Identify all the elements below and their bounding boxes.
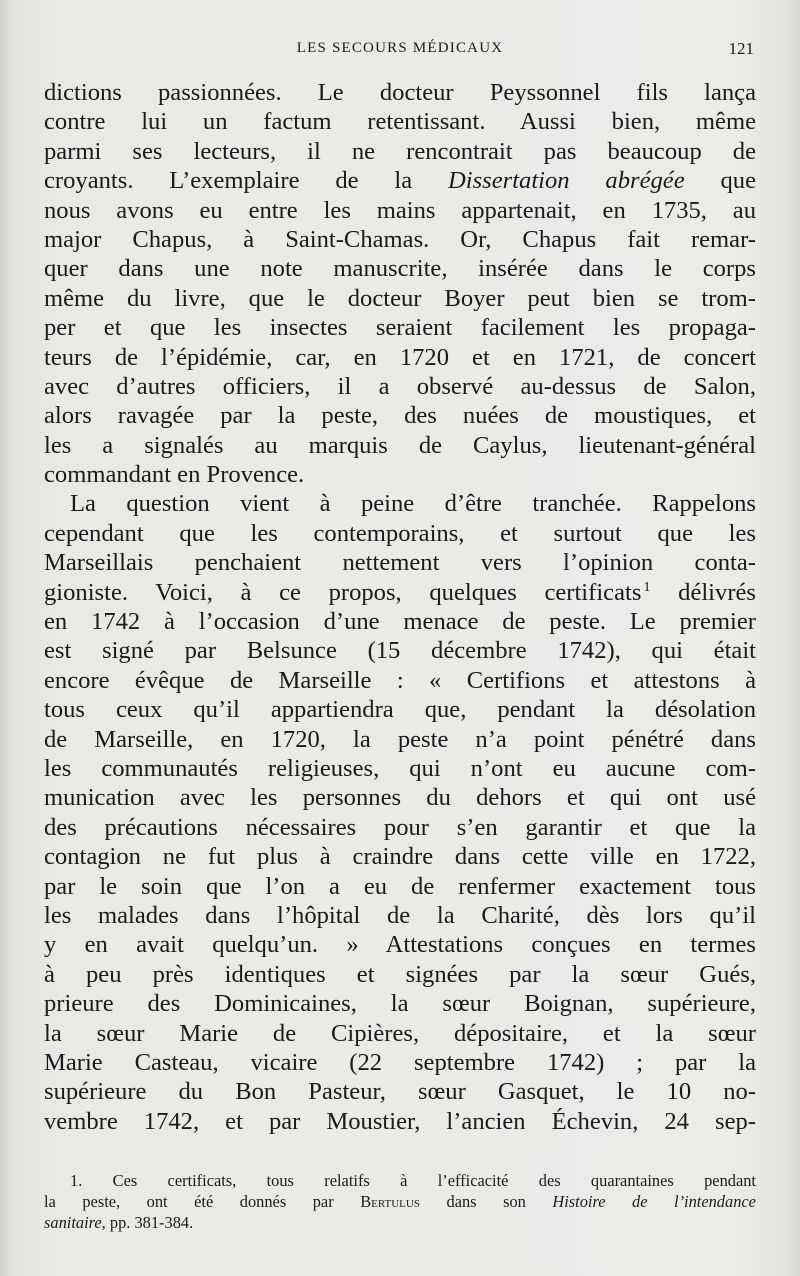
text-line: par le soin que l’on a eu de renfermer exactement tous [44,872,756,900]
text-line: cependant que les contemporains, et surtout que les [44,519,756,547]
text-line: la sœur Marie de Cipières, dépositaire, et la sœur [44,1019,756,1047]
italic-title: Dissertation abrégée [447,167,685,195]
text-line: les communautés religieuses, qui n’ont eu aucune com- [44,754,756,782]
text-segment: délivrés [678,578,756,606]
italic-title: sanitaire [44,1213,102,1232]
text-line: commandant en Provence. [44,461,305,489]
text-line: même du livre, que le docteur Boyer peut bien se trom- [44,284,756,312]
text-line: major Chapus, à Saint-Chamas. Or, Chapus fait remar- [44,225,756,253]
italic-title: Histoire de l’intendance [552,1192,756,1211]
text-segment: croyants. L’exemplaire de la [44,167,413,195]
text-line: teurs de l’épidémie, car, en 1720 et en 1721, de concert [44,343,756,371]
text-line: nous avons eu entre les mains appartenait, en 1735, au [44,196,756,224]
footnote-line [44,1191,756,1212]
text-line: quer dans une note manuscrite, insérée dans le corps [44,255,756,283]
text-segment: gioniste. Voici, à ce propos, quelques certificats [44,578,642,606]
text-line: à peu près identiques et signées par la sœur Gués, [44,960,756,988]
text-segment: , pp. 381-384. [101,1213,194,1232]
text-line: y en avait quelqu’un. » Attestations conçues en termes [44,931,756,959]
text-line: supérieure du Bon Pasteur, sœur Gasquet, le 10 no- [44,1078,756,1106]
text-line: vembre 1742, et par Moustier, l’ancien Échevin, 24 sep- [44,1107,756,1135]
text-line: en 1742 à l’occasion d’une menace de peste. Le premier [44,608,756,636]
text-line: les malades dans l’hôpital de la Charité, dès lors qu’il [44,901,756,929]
text-line: avec d’autres officiers, il a observé au-dessus de Salon, [44,372,756,400]
text-line: Marie Casteau, vicaire (22 septembre 1742) ; par la [44,1048,756,1076]
text-line: des précautions nécessaires pour s’en garantir et que la [44,813,756,841]
footnote-line [44,1212,756,1233]
text-line: munication avec les personnes du dehors et qui ont usé [44,784,756,812]
page-number: 121 [728,39,754,58]
text-line: tous ceux qu’il appartiendra que, pendant la désolation [44,696,756,724]
text-line: encore évêque de Marseille : « Certifions et attestons à [44,666,756,694]
text-line [44,578,756,607]
text-segment: que [720,167,756,195]
text-line: les a signalés au marquis de Caylus, lieutenant-général [44,431,756,459]
body-text [44,78,756,1136]
text-segment: dans son [446,1192,526,1211]
text-line [44,166,756,195]
text-line: dictions passionnées. Le docteur Peyssonnel fils lança [44,79,756,106]
author-smallcaps: Bertulus [360,1192,420,1211]
text-line: La question vient à peine d’être tranchée. Rappelons [70,490,756,518]
text-line: alors ravagée par la peste, des nuées de moustiques, et [44,402,756,430]
text-line: contre lui un factum retentissant. Aussi bien, même [44,108,756,136]
text-line: de Marseille, en 1720, la peste n’a point pénétré dans [44,725,756,753]
text-segment: la peste, ont été donnés par [44,1192,334,1211]
running-title: LES SECOURS MÉDICAUX [296,40,504,56]
footnote-line: 1. Ces certificats, tous relatifs à l’efficacité des quarantaines pendant [70,1171,756,1190]
text-line: est signé par Belsunce (15 décembre 1742), qui était [44,637,756,665]
footnotes [44,1170,756,1233]
text-line: contagion ne fut plus à craindre dans cette ville en 1722, [44,843,756,871]
page-header [44,38,756,60]
footnote-marker: 1 [643,579,651,595]
text-line: Marseillais penchaient nettement vers l’opinion conta- [44,549,756,577]
text-line: prieure des Dominicaines, la sœur Boignan, supérieure, [44,990,756,1018]
text-line: parmi ses lecteurs, il ne rencontrait pas beaucoup de [44,137,756,165]
text-line: per et que les insectes seraient facilement les propaga- [44,314,756,342]
